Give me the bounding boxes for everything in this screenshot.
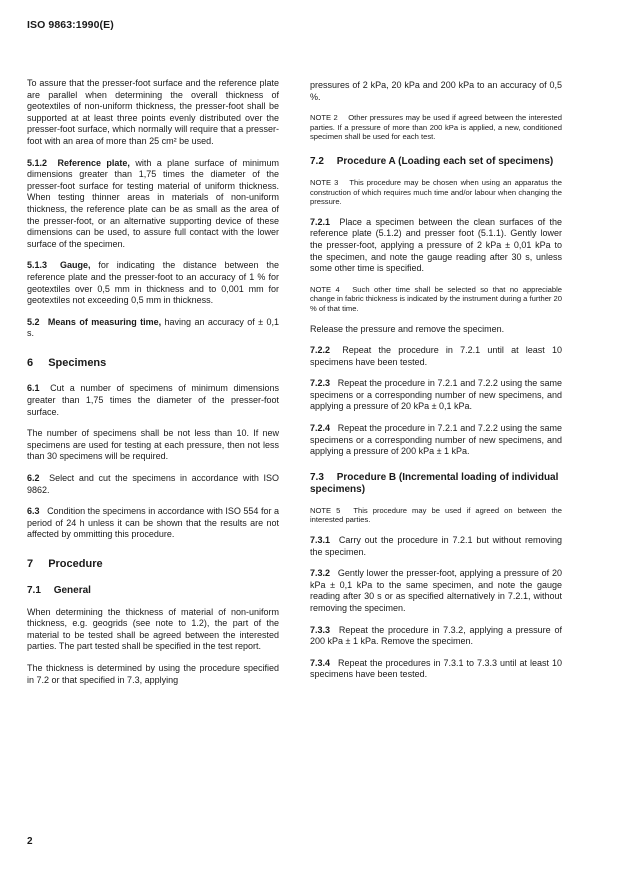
clause-number: 7.3.4: [310, 657, 331, 668]
clause-text: for indicating the distance between the reference plate and the presser-foot to an accuracy of 1 % for geotextiles over 0,5 mm in thickness and to 0,001 mm for geotextiles not exceeding 0,5 mm in thickness.: [27, 260, 279, 306]
clause-text: Select and cut the specimens in accordance with ISO 9862.: [27, 473, 279, 495]
note-text: This procedure may be used if agreed on between the interested parties.: [310, 505, 562, 525]
clause-title: Gauge,: [59, 260, 91, 271]
document-header: ISO 9863:1990(E): [27, 19, 114, 31]
clause-text: Gently lower the presser-foot, applying a pressure of 20 kPa ± 0,1 kPa to the same specimen, and note the gauge reading after 30 s or as specified alternatively in 7.2.1, without removing the specimen.: [310, 568, 562, 613]
clause-7-3-1: [310, 535, 562, 558]
clause-7-2-2: [310, 345, 562, 368]
clause-5-1-3: [27, 260, 279, 306]
clause-7-2-4: [310, 423, 562, 458]
clause-text: with a plane surface of minimum dimensions greater than 1,75 times the diameter of the presser-foot surface for testing material of uniform thickness. When testing thinner areas in materials of non-uniform thickness, the reference plate can be as small as the area of the presser-foot, or an alternative supporting device of these dimensions can be used, to assure full contact with the lower surface of the specimen.: [27, 157, 279, 249]
clause-7-3-2: [310, 568, 562, 614]
clause-7-2-1: [310, 217, 562, 275]
clause-number: 7.2.1: [310, 216, 331, 227]
clause-7-3-heading: [310, 472, 562, 496]
left-column: [27, 78, 279, 696]
note-text: This procedure may be chosen when using an apparatus the construction of which requires much time and/or labour when changing the pressure.: [310, 177, 562, 207]
clause-number: 6.2: [27, 473, 40, 484]
note-label: NOTE 5: [310, 505, 341, 515]
clause-text: Condition the specimens in accordance with ISO 554 for a period of 24 h unless it can be shown that the results are not affected by ommitting this procedure.: [27, 506, 279, 540]
section-title: Procedure: [48, 558, 103, 570]
section-6-heading: [27, 358, 279, 370]
clause-number: 7.2.4: [310, 423, 331, 434]
clause-number: 7.3.2: [310, 568, 331, 579]
section-title: Specimens: [48, 356, 107, 369]
page-number: 2: [27, 836, 33, 847]
clause-number: 6.3: [27, 506, 40, 517]
note-3: [310, 178, 562, 207]
right-column: [310, 80, 562, 691]
clause-7-2-heading: [310, 156, 562, 168]
clause-number: 7.2.3: [310, 378, 331, 389]
clause-7-1-paragraph-2: The thickness is determined by using the procedure specified in 7.2 or that specified in 7.3, applying: [27, 662, 279, 685]
clause-title: Procedure B (Incremental loading of individual specimens): [310, 471, 559, 495]
clause-6-3: [27, 506, 279, 541]
section-number: 6: [27, 356, 34, 369]
clause-text: Repeat the procedure in 7.2.1 until at least 10 specimens have been tested.: [310, 345, 562, 367]
clause-title: Reference plate,: [57, 157, 130, 168]
clause-5-1-2: [27, 158, 279, 251]
clause-text: Cut a number of specimens of minimum dimensions greater than 1,75 times the diameter of the presser-foot surface.: [27, 383, 279, 417]
clause-6-1: [27, 383, 279, 418]
clause-5-2: [27, 317, 279, 340]
note-text: Other pressures may be used if agreed between the interested parties. If a pressure of more than 200 kPa is applied, a new, conditioned specimen shall be used for each test.: [310, 113, 562, 142]
clause-7-3-3: [310, 625, 562, 648]
clause-text: having an accuracy of ± 0,1 s.: [27, 316, 279, 339]
section-number: 7: [27, 558, 34, 570]
clause-title: General: [53, 584, 91, 596]
clause-text: Place a specimen between the clean surfaces of the reference plate (5.1.2) and presser foot (5.1.1). Gently lower the presser-foot, applying a pressure of 2 kPa ± 0,01 kPa to the specimen, and note the gauge reading after 30 s, unless some other time is specified.: [310, 216, 562, 274]
clause-number: 7.3.3: [310, 624, 331, 635]
section-7-heading: [27, 559, 279, 571]
clause-text: Carry out the procedure in 7.2.1 but without removing the specimen.: [310, 535, 562, 557]
intro-paragraph: To assure that the presser-foot surface and the reference plate are parallel when determining the overall thickness of geotextiles of non-uniform thickness, the presser-foot shall be supported at at least three points evenly distributed over the presser-foot surface, which normally will require that a presser-foot with an area of more than 25 cm² be used.: [27, 78, 279, 146]
clause-number: 7.3: [310, 471, 324, 483]
clause-7-2-3: [310, 378, 562, 413]
clause-6-1-paragraph-2: The number of specimens shall be not less than 10. If new specimens are used for testing at each pressure, then not less than 30 specimens will be required.: [27, 428, 279, 462]
clause-6-2: [27, 473, 279, 496]
clause-number: 7.1: [27, 584, 41, 596]
clause-number: 5.1.2: [27, 157, 48, 168]
note-2: [310, 113, 562, 142]
clause-7-1-paragraph-1: When determining the thickness of material of non-uniform thickness, e.g. geogrids (see note to 1.2), the part of the material to be tested shall be agreed between the interested parties. The part tested shall be specified in the test report.: [27, 606, 279, 652]
note-text: Such other time shall be selected so that no appreciable change in fabric thickness is indicated by the instrument during a further 20 % of that time.: [310, 284, 562, 313]
clause-number: 5.2: [27, 316, 40, 327]
clause-text: Repeat the procedure in 7.2.1 and 7.2.2 using the same specimens or a corresponding number of new specimens, and applying a pressure of 200 kPa ± 1 kPa.: [310, 423, 562, 457]
clause-text: Repeat the procedures in 7.3.1 to 7.3.3 until at least 10 specimens have been tested.: [310, 657, 562, 680]
clause-number: 5.1.3: [27, 260, 48, 271]
release-paragraph: Release the pressure and remove the specimen.: [310, 323, 505, 334]
clause-7-3-4: [310, 658, 562, 681]
note-4: [310, 285, 562, 314]
clause-number: 7.2: [310, 155, 324, 167]
continued-paragraph: pressures of 2 kPa, 20 kPa and 200 kPa to an accuracy of 0,5 %.: [310, 80, 562, 102]
clause-title: Means of measuring time,: [47, 316, 162, 327]
clause-text: Repeat the procedure in 7.2.1 and 7.2.2 using the same specimens or a corresponding number of new specimens, and applying a pressure of 20 kPa ± 0,1 kPa.: [310, 378, 562, 412]
clause-7-1-heading: [27, 585, 279, 597]
clause-text: Repeat the procedure in 7.3.2, applying a pressure of 200 kPa ± 1 kPa. Remove the specimen.: [310, 624, 562, 647]
clause-number: 7.2.2: [310, 345, 331, 356]
note-label: NOTE 2: [310, 113, 338, 123]
note-label: NOTE 4: [310, 284, 340, 294]
note-5: [310, 506, 562, 525]
clause-number: 6.1: [27, 383, 40, 394]
note-label: NOTE 3: [310, 177, 339, 187]
clause-number: 7.3.1: [310, 535, 331, 546]
clause-title: Procedure A (Loading each set of specimens): [336, 155, 554, 167]
